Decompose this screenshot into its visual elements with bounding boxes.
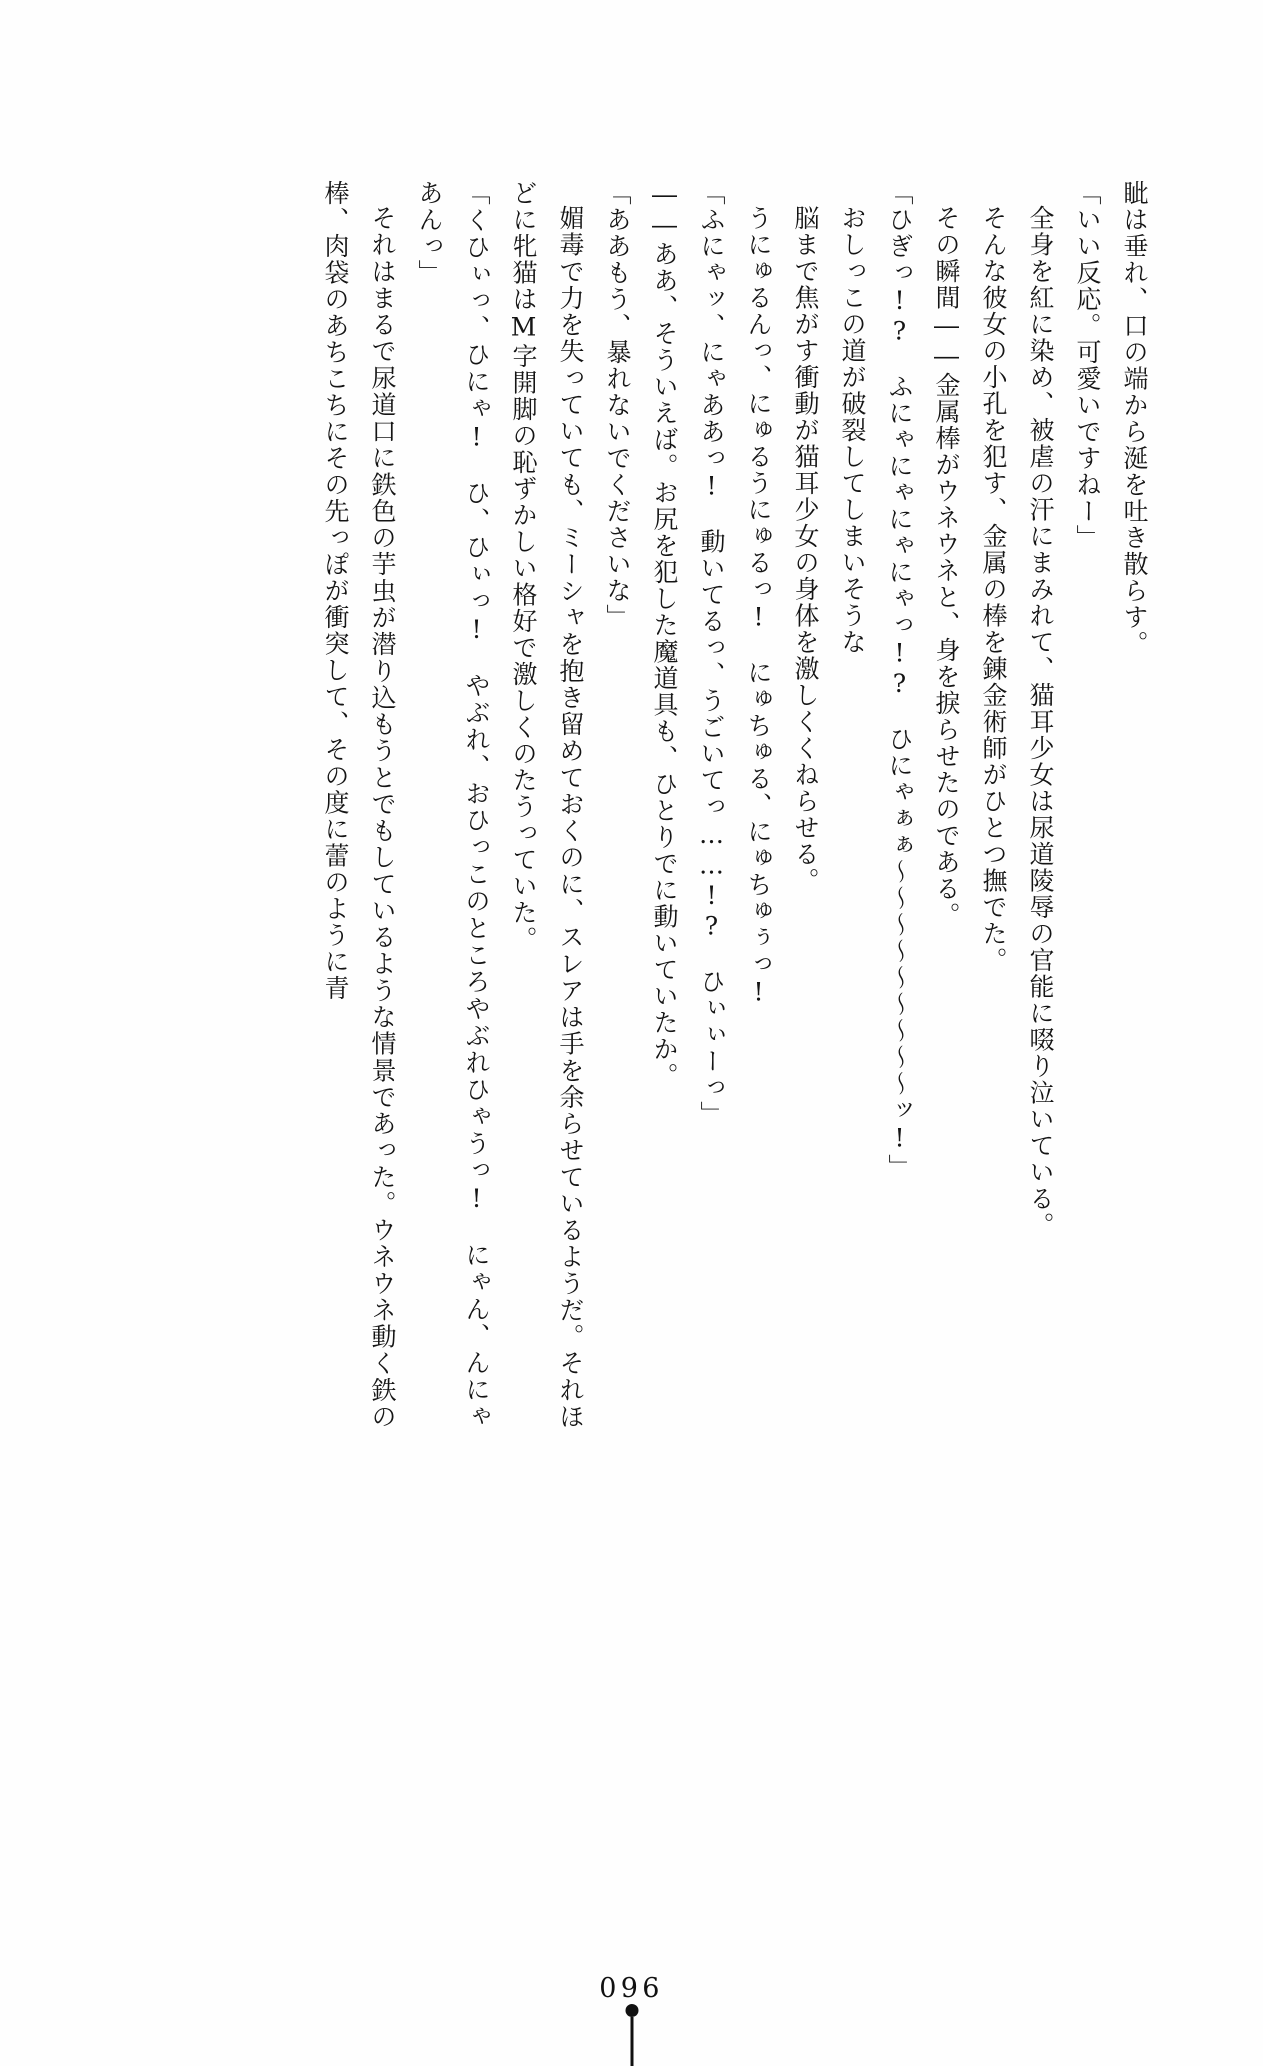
paragraph: そんな彼女の小孔を犯す、金属の棒を錬金術師がひとつ撫でた。 bbox=[979, 205, 1008, 974]
paragraph: ――ああ、そういえば。お尻を犯した魔道具も、ひとりでに動いていたか。 bbox=[650, 180, 679, 1089]
paragraph: 「ふにゃッ、にゃああっ! 動いてるっ、うごいてっ……!? ひぃぃーっ」 bbox=[697, 180, 726, 1128]
paragraph: 全身を紅に染め、被虐の汗にまみれて、猫耳少女は尿道陵辱の官能に啜り泣いている。 bbox=[1026, 205, 1055, 1239]
paragraph: 媚毒で力を失っていても、ミーシャを抱き留めておくのに、スレアは手を余らせているようだ。それほどに牝猫はM字開脚の恥ずかしい格好で激しくのたうっていた。 bbox=[509, 180, 585, 1430]
paragraph: 「ああもう、暴れないでくださいな」 bbox=[603, 180, 632, 631]
footer-dot-icon bbox=[625, 2004, 638, 2017]
paragraph: おしっこの道が破裂してしまいそうな bbox=[838, 205, 867, 656]
body-text-vertical bbox=[321, 180, 1158, 1430]
paragraph: 「くひぃっ、ひにゃ! ひ、ひぃっ! やぶれ、おひっこのところやぶれひゃうっ! にゃん、んにゃあんっ」 bbox=[415, 180, 491, 1430]
paragraph: その瞬間――金属棒がウネウネと、身を捩らせたのである。 bbox=[932, 205, 961, 929]
paragraph: 「ひぎっ!? ふにゃにゃにゃにゃっ!? ひにゃぁぁ～～～～～～～～～ッ!」 bbox=[885, 180, 914, 1181]
footer-ornament-icon bbox=[625, 2004, 638, 2066]
footer-stem-icon bbox=[630, 2017, 633, 2066]
paragraph: うにゅるんっ、にゅるうにゅるっ! にゅちゅる、にゅちゅぅっ! bbox=[744, 205, 773, 1008]
paragraph: 「いい反応。可愛いですねー」 bbox=[1073, 180, 1102, 551]
page-number: 096 bbox=[599, 1973, 664, 2004]
paragraph: それはまるで尿道口に鉄色の芋虫が潜り込もうとでもしているような情景であった。ウネウネ動く鉄の棒、肉袋のあちこちにその先っぽが衝突して、その度に蕾のように青 bbox=[321, 180, 397, 1430]
paragraph: 眦は垂れ、口の端から涎を吐き散らす。 bbox=[1120, 180, 1149, 657]
paragraph: 脳まで焦がす衝動が猫耳少女の身体を激しくくねらせる。 bbox=[791, 205, 820, 894]
